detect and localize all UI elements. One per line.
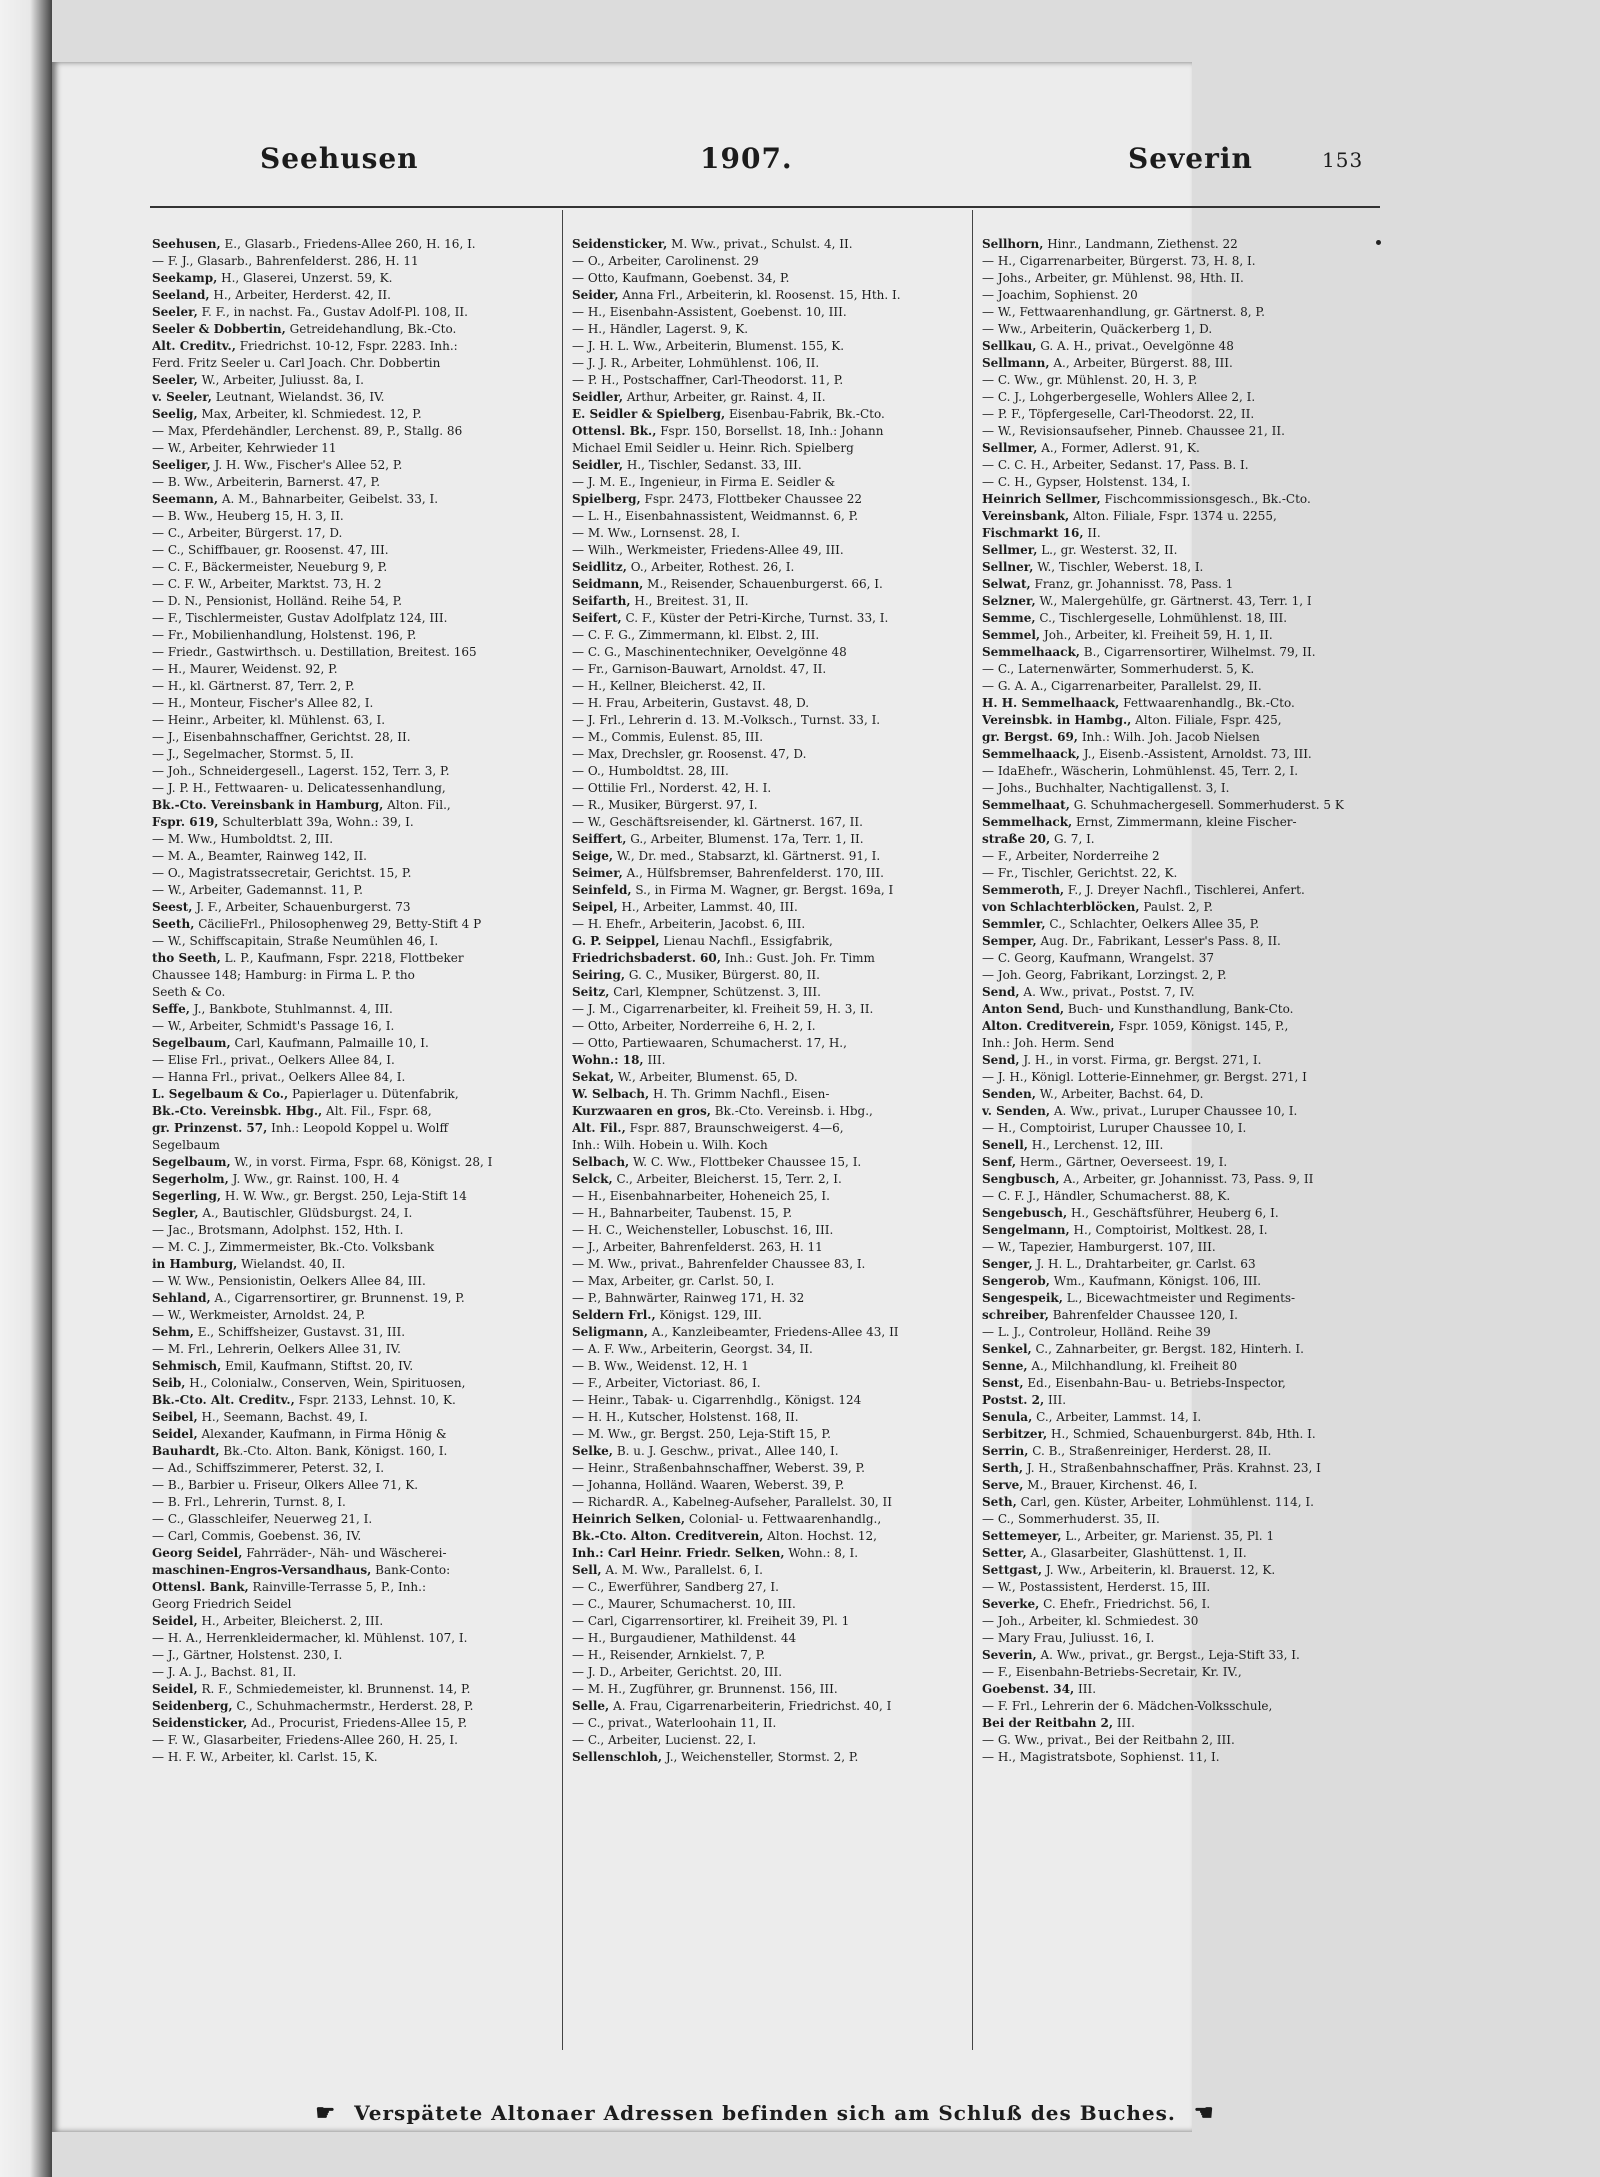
directory-entry: Seeler & Dobbertin, Getreidehandlung, Bk.-Cto. (152, 322, 457, 336)
directory-entry: — Max, Arbeiter, gr. Carlst. 50, I. (572, 1274, 775, 1288)
directory-entry: — Fr., Mobilienhandlung, Holstenst. 196, P. (152, 628, 417, 642)
directory-entry: Sell, A. M. Ww., Parallelst. 6, I. (572, 1563, 763, 1577)
directory-entry: Alton. Creditverein, Fspr. 1059, Königst. 145, P., (982, 1019, 1289, 1033)
directory-entry: gr. Prinzenst. 57, Inh.: Leopold Koppel u. Wolff (152, 1121, 448, 1135)
directory-entry: Alt. Fil., Fspr. 887, Braunschweigerst. 4—6, (572, 1121, 844, 1135)
directory-entry: — Joachim, Sophienst. 20 (982, 288, 1138, 302)
directory-entry: Senden, W., Arbeiter, Bachst. 64, D. (982, 1087, 1204, 1101)
footer-note: Verspätete Altonaer Adressen befinden sich am Schluß des Buches. (354, 2101, 1176, 2125)
directory-entry: Settgast, J. Ww., Arbeiterin, kl. Brauerst. 12, K. (982, 1563, 1276, 1577)
directory-entry: — C., privat., Waterloohain 11, II. (572, 1716, 777, 1730)
directory-entry: — W., Tapezier, Hamburgerst. 107, III. (982, 1240, 1216, 1254)
directory-entry: — B. Frl., Lehrerin, Turnst. 8, I. (152, 1495, 346, 1509)
directory-entry: Semmelhaack, B., Cigarrensortirer, Wilhelmst. 79, II. (982, 645, 1316, 659)
directory-entry: Seidensticker, Ad., Procurist, Friedens-Allee 15, P. (152, 1716, 468, 1730)
running-head-right: Severin (1128, 142, 1253, 175)
directory-entry: Wohn.: 18, III. (572, 1053, 666, 1067)
directory-entry: Bk.-Cto. Alt. Creditv., Fspr. 2133, Lehnst. 10, K. (152, 1393, 456, 1407)
directory-entry: — G. A. A., Cigarrenarbeiter, Parallelst. 29, II. (982, 679, 1262, 693)
directory-entry: — J. H., Königl. Lotterie-Einnehmer, gr. Bergst. 271, I (982, 1070, 1307, 1084)
directory-entry: — A. F. Ww., Arbeiterin, Georgst. 34, II. (572, 1342, 813, 1356)
directory-entry: — C. F. J., Händler, Schumacherst. 88, K. (982, 1189, 1231, 1203)
directory-entry: Seekamp, H., Glaserei, Unzerst. 59, K. (152, 271, 393, 285)
directory-entry: — IdaEhefr., Wäscherin, Lohmühlenst. 45, Terr. 2, I. (982, 764, 1299, 778)
directory-entry: Segler, A., Bautischler, Glüdsburgst. 24, I. (152, 1206, 413, 1220)
directory-entry: — W., Revisionsaufseher, Pinneb. Chaussee 21, II. (982, 424, 1285, 438)
directory-entry: Chaussee 148; Hamburg: in Firma L. P. tho (152, 968, 415, 982)
directory-entry: Semmel, Joh., Arbeiter, kl. Freiheit 59, H. 1, II. (982, 628, 1273, 642)
directory-entry: — M. Ww., gr. Bergst. 250, Leja-Stift 15, P. (572, 1427, 831, 1441)
directory-entry: v. Senden, A. Ww., privat., Luruper Chaussee 10, I. (982, 1104, 1298, 1118)
directory-entry: Postst. 2, III. (982, 1393, 1067, 1407)
directory-entry: Sellkau, G. A. H., privat., Oevelgönne 48 (982, 339, 1234, 353)
directory-entry: — C. Georg, Kaufmann, Wrangelst. 37 (982, 951, 1214, 965)
directory-entry: Sellmer, A., Former, Adlerst. 91, K. (982, 441, 1200, 455)
directory-entry: Severin, A. Ww., privat., gr. Bergst., Leja-Stift 33, I. (982, 1648, 1300, 1662)
directory-entry: Seipel, H., Arbeiter, Lammst. 40, III. (572, 900, 798, 914)
directory-entry: — H. C., Weichensteller, Lobuschst. 16, III. (572, 1223, 834, 1237)
directory-column-1 (152, 236, 552, 2066)
directory-entry: — Carl, Cigarrensortirer, kl. Freiheit 39, Pl. 1 (572, 1614, 850, 1628)
directory-entry: tho Seeth, L. P., Kaufmann, Fspr. 2218, Flottbeker (152, 951, 464, 965)
directory-entry: Seinfeld, S., in Firma M. Wagner, gr. Bergst. 169a, I (572, 883, 894, 897)
directory-entry: Selzner, W., Malergehülfe, gr. Gärtnerst. 43, Terr. 1, I (982, 594, 1312, 608)
directory-entry: — W., Werkmeister, Arnoldst. 24, P. (152, 1308, 366, 1322)
directory-entry: — H. Frau, Arbeiterin, Gustavst. 48, D. (572, 696, 810, 710)
directory-entry: Vereinsbank, Alton. Filiale, Fspr. 1374 u. 2255, (982, 509, 1277, 523)
directory-entry: Sengerob, Wm., Kaufmann, Königst. 106, III. (982, 1274, 1262, 1288)
directory-entry: — Johanna, Holländ. Waaren, Weberst. 39, P. (572, 1478, 845, 1492)
directory-entry: — H., Maurer, Weidenst. 92, P. (152, 662, 338, 676)
directory-entry: straße 20, G. 7, I. (982, 832, 1095, 846)
directory-entry: — J. D., Arbeiter, Gerichtst. 20, III. (572, 1665, 783, 1679)
directory-entry: — Ww., Arbeiterin, Quäckerberg 1, D. (982, 322, 1213, 336)
directory-entry: — B. Ww., Heuberg 15, H. 3, II. (152, 509, 344, 523)
directory-entry: — Ottilie Frl., Norderst. 42, H. I. (572, 781, 772, 795)
directory-entry: Semmelhaack, J., Eisenb.-Assistent, Arnoldst. 73, III. (982, 747, 1312, 761)
directory-entry: — Ad., Schiffszimmerer, Peterst. 32, I. (152, 1461, 385, 1475)
directory-entry: G. P. Seippel, Lienau Nachfl., Essigfabrik, (572, 934, 833, 948)
directory-entry: Seffe, J., Bankbote, Stuhlmannst. 4, III. (152, 1002, 393, 1016)
directory-entry: Senkel, C., Zahnarbeiter, gr. Bergst. 182, Hinterh. I. (982, 1342, 1304, 1356)
directory-entry: — J. M. E., Ingenieur, in Firma E. Seidler & (572, 475, 836, 489)
directory-entry: Seiffert, G., Arbeiter, Blumenst. 17a, Terr. 1, II. (572, 832, 864, 846)
directory-entry: Ottensl. Bk., Fspr. 150, Borsellst. 18, Inh.: Johann (572, 424, 884, 438)
adjacent-page-edge (0, 0, 52, 2177)
directory-entry: — F. W., Glasarbeiter, Friedens-Allee 260, H. 25, I. (152, 1733, 458, 1747)
directory-column-3 (982, 236, 1382, 2066)
directory-entry: Seidlitz, O., Arbeiter, Rothest. 26, I. (572, 560, 795, 574)
directory-entry: Heinrich Selken, Colonial- u. Fettwaarenhandlg., (572, 1512, 882, 1526)
directory-entry: Seib, H., Colonialw., Conserven, Wein, Spirituosen, (152, 1376, 466, 1390)
directory-entry: Selke, B. u. J. Geschw., privat., Allee 140, I. (572, 1444, 839, 1458)
directory-entry: Inh.: Wilh. Hobein u. Wilh. Koch (572, 1138, 768, 1152)
directory-entry: — Max, Drechsler, gr. Roosenst. 47, D. (572, 747, 807, 761)
directory-entry: Segelbaum, Carl, Kaufmann, Palmaille 10, I. (152, 1036, 429, 1050)
column-divider (562, 210, 563, 2050)
directory-entry: Sellmann, A., Arbeiter, Bürgerst. 88, III. (982, 356, 1233, 370)
directory-entry: — H., Eisenbahnarbeiter, Hoheneich 25, I. (572, 1189, 830, 1203)
directory-entry: Settemeyer, L., Arbeiter, gr. Marienst. 35, Pl. 1 (982, 1529, 1275, 1543)
directory-entry: Ferd. Fritz Seeler u. Carl Joach. Chr. Dobbertin (152, 356, 441, 370)
directory-entry: — Max, Pferdehändler, Lerchenst. 89, P., Stallg. 86 (152, 424, 463, 438)
directory-entry: von Schlachterblöcken, Paulst. 2, P. (982, 900, 1213, 914)
directory-entry: — C. G., Maschinentechniker, Oevelgönne 48 (572, 645, 847, 659)
running-head-left: Seehusen (260, 142, 419, 175)
directory-entry: — P., Bahnwärter, Rainweg 171, H. 32 (572, 1291, 805, 1305)
directory-entry: — Jac., Brotsmann, Adolphst. 152, Hth. I. (152, 1223, 404, 1237)
directory-entry: Semmler, C., Schlachter, Oelkers Allee 35, P. (982, 917, 1260, 931)
directory-entry: — J. J. R., Arbeiter, Lohmühlenst. 106, II. (572, 356, 820, 370)
directory-entry: Sehland, A., Cigarrensortirer, gr. Brunnenst. 19, P. (152, 1291, 465, 1305)
directory-entry: — C., Arbeiter, Bürgerst. 17, D. (152, 526, 343, 540)
directory-entry: Spielberg, Fspr. 2473, Flottbeker Chaussee 22 (572, 492, 863, 506)
directory-entry: Fischmarkt 16, II. (982, 526, 1101, 540)
directory-entry: — C., Sommerhuderst. 35, II. (982, 1512, 1160, 1526)
directory-entry: — H., kl. Gärtnerst. 87, Terr. 2, P. (152, 679, 355, 693)
directory-entry: maschinen-Engros-Versandhaus, Bank-Conto: (152, 1563, 451, 1577)
directory-entry: — F., Arbeiter, Norderreihe 2 (982, 849, 1160, 863)
directory-entry: — M. Frl., Lehrerin, Oelkers Allee 31, IV. (152, 1342, 401, 1356)
directory-entry: — H., Reisender, Arnkielst. 7, P. (572, 1648, 766, 1662)
directory-entry: Selle, A. Frau, Cigarrenarbeiterin, Friedrichst. 40, I (572, 1699, 892, 1713)
directory-entry: Ottensl. Bank, Rainville-Terrasse 5, P., Inh.: (152, 1580, 427, 1594)
directory-entry: Semmelhack, Ernst, Zimmermann, kleine Fischer- (982, 815, 1297, 829)
directory-entry: Seeliger, J. H. Ww., Fischer's Allee 52, P. (152, 458, 403, 472)
directory-entry: — C., Maurer, Schumacherst. 10, III. (572, 1597, 796, 1611)
directory-entry: Semmeroth, F., J. Dreyer Nachfl., Tischlerei, Anfert. (982, 883, 1305, 897)
directory-entry: — J. P. H., Fettwaaren- u. Delicatessenhandlung, (152, 781, 446, 795)
directory-column-2 (572, 236, 972, 2066)
directory-entry: — J. Frl., Lehrerin d. 13. M.-Volksch., Turnst. 33, I. (572, 713, 881, 727)
directory-entry: Selck, C., Arbeiter, Bleicherst. 15, Terr. 2, I. (572, 1172, 842, 1186)
directory-entry: — H., Kellner, Bleicherst. 42, II. (572, 679, 766, 693)
directory-entry: — W., Fettwaarenhandlung, gr. Gärtnerst. 8, P. (982, 305, 1265, 319)
directory-entry: — Heinr., Arbeiter, kl. Mühlenst. 63, I. (152, 713, 386, 727)
directory-entry: Send, A. Ww., privat., Postst. 7, IV. (982, 985, 1195, 999)
directory-entry: — F., Tischlermeister, Gustav Adolfplatz 124, III. (152, 611, 448, 625)
directory-entry: Severke, C. Ehefr., Friedrichst. 56, I. (982, 1597, 1211, 1611)
directory-entry: Segerholm, J. Ww., gr. Rainst. 100, H. 4 (152, 1172, 400, 1186)
directory-entry: — H., Monteur, Fischer's Allee 82, I. (152, 696, 374, 710)
directory-entry: Semmelhaat, G. Schuhmachergesell. Sommerhuderst. 5 K (982, 798, 1344, 812)
directory-entry: Sellmer, L., gr. Westerst. 32, II. (982, 543, 1178, 557)
directory-entry: Friedrichsbaderst. 60, Inh.: Gust. Joh. Fr. Timm (572, 951, 875, 965)
directory-entry: Seeland, H., Arbeiter, Herderst. 42, II. (152, 288, 391, 302)
directory-entry: — C. F. W., Arbeiter, Marktst. 73, H. 2 (152, 577, 382, 591)
directory-entry: Serbitzer, H., Schmied, Schauenburgerst. 84b, Hth. I. (982, 1427, 1316, 1441)
directory-entry: — W., Geschäftsreisender, kl. Gärtnerst. 167, II. (572, 815, 863, 829)
directory-entry: — J., Eisenbahnschaffner, Gerichtst. 28, II. (152, 730, 411, 744)
directory-entry: Senf, Herm., Gärtner, Oeverseest. 19, I. (982, 1155, 1228, 1169)
directory-entry: Seimer, A., Hülfsbremser, Bahrenfelderst. 170, III. (572, 866, 884, 880)
directory-entry: Segelbaum (152, 1138, 220, 1152)
directory-entry: Seldern Frl., Königst. 129, III. (572, 1308, 762, 1322)
directory-entry: Inh.: Carl Heinr. Friedr. Selken, Wohn.: 8, I. (572, 1546, 859, 1560)
directory-entry: Segerling, H. W. Ww., gr. Bergst. 250, Leja-Stift 14 (152, 1189, 467, 1203)
directory-entry: Fspr. 619, Schulterblatt 39a, Wohn.: 39, I. (152, 815, 414, 829)
directory-entry: Sellhorn, Hinr., Landmann, Ziethenst. 22 (982, 237, 1238, 251)
directory-entry: — M. C. J., Zimmermeister, Bk.-Cto. Volksbank (152, 1240, 435, 1254)
directory-entry: Inh.: Joh. Herm. Send (982, 1036, 1115, 1050)
page-header (0, 142, 1600, 176)
directory-entry: Semper, Aug. Dr., Fabrikant, Lesser's Pass. 8, II. (982, 934, 1281, 948)
directory-entry: Senne, A., Milchhandlung, kl. Freiheit 80 (982, 1359, 1238, 1373)
directory-entry: Anton Send, Buch- und Kunsthandlung, Bank-Cto. (982, 1002, 1294, 1016)
directory-entry: — M. H., Zugführer, gr. Brunnenst. 156, III. (572, 1682, 838, 1696)
directory-entry: — C. H., Gypser, Holstenst. 134, I. (982, 475, 1191, 489)
directory-entry: Seehusen, E., Glasarb., Friedens-Allee 260, H. 16, I. (152, 237, 476, 251)
directory-entry: Seidler, Arthur, Arbeiter, gr. Rainst. 4, II. (572, 390, 826, 404)
directory-entry: — P. F., Töpfergeselle, Carl-Theodorst. 22, II. (982, 407, 1255, 421)
header-rule (150, 206, 1380, 208)
directory-entry: — F., Arbeiter, Victoriast. 86, I. (572, 1376, 761, 1390)
directory-entry: — Otto, Arbeiter, Norderreihe 6, H. 2, I. (572, 1019, 816, 1033)
directory-entry: Segelbaum, W., in vorst. Firma, Fspr. 68, Königst. 28, I (152, 1155, 493, 1169)
directory-entry: — Wilh., Werkmeister, Friedens-Allee 49, III. (572, 543, 844, 557)
directory-entry: — H., Bahnarbeiter, Taubenst. 15, P. (572, 1206, 793, 1220)
directory-entry: Georg Friedrich Seidel (152, 1597, 292, 1611)
directory-entry: — J. H. L. Ww., Arbeiterin, Blumenst. 155, K. (572, 339, 845, 353)
directory-entry: — L. H., Eisenbahnassistent, Weidmannst. 6, P. (572, 509, 859, 523)
directory-entry: Sengebusch, H., Geschäftsführer, Heuberg 6, I. (982, 1206, 1279, 1220)
directory-entry: H. H. Semmelhaack, Fettwaarenhandlg., Bk.-Cto. (982, 696, 1295, 710)
directory-entry: — Friedr., Gastwirthsch. u. Destillation, Breitest. 165 (152, 645, 477, 659)
directory-entry: — H., Burgaudiener, Mathildenst. 44 (572, 1631, 797, 1645)
directory-entry: — F. J., Glasarb., Bahrenfelderst. 286, H. 11 (152, 254, 419, 268)
directory-entry: — Mary Frau, Juliusst. 16, I. (982, 1631, 1155, 1645)
directory-entry: Bk.-Cto. Vereinsbank in Hamburg, Alton. Fil., (152, 798, 451, 812)
directory-entry: — F., Eisenbahn-Betriebs-Secretair, Kr. IV., (982, 1665, 1242, 1679)
pointing-hand-icon: ☚ (1193, 2100, 1215, 2126)
directory-entry: W. Selbach, H. Th. Grimm Nachfl., Eisen- (572, 1087, 830, 1101)
directory-entry: Seest, J. F., Arbeiter, Schauenburgerst. 73 (152, 900, 411, 914)
directory-entry: Serve, M., Brauer, Kirchenst. 46, I. (982, 1478, 1198, 1492)
directory-entry: gr. Bergst. 69, Inh.: Wilh. Joh. Jacob Nielsen (982, 730, 1260, 744)
directory-entry: Sekat, W., Arbeiter, Blumenst. 65, D. (572, 1070, 798, 1084)
directory-entry: — C. F., Bäckermeister, Neueburg 9, P. (152, 560, 388, 574)
directory-entry: Senger, J. H. L., Drahtarbeiter, gr. Carlst. 63 (982, 1257, 1256, 1271)
directory-entry: — H., Comptoirist, Luruper Chaussee 10, I. (982, 1121, 1247, 1135)
directory-entry: Seifarth, H., Breitest. 31, II. (572, 594, 749, 608)
directory-entry: — B. Ww., Weidenst. 12, H. 1 (572, 1359, 749, 1373)
directory-entry: — M. A., Beamter, Rainweg 142, II. (152, 849, 367, 863)
directory-entry: Seidel, H., Arbeiter, Bleicherst. 2, III. (152, 1614, 384, 1628)
directory-entry: — G. Ww., privat., Bei der Reitbahn 2, III. (982, 1733, 1235, 1747)
directory-entry: — O., Arbeiter, Carolinenst. 29 (572, 254, 759, 268)
directory-entry: Seidel, Alexander, Kaufmann, in Firma Hönig & (152, 1427, 447, 1441)
directory-entry: — Heinr., Tabak- u. Cigarrenhdlg., Königst. 124 (572, 1393, 862, 1407)
directory-entry: — Johs., Buchhalter, Nachtigallenst. 3, I. (982, 781, 1230, 795)
directory-entry: Seidenberg, C., Schuhmachermstr., Herderst. 28, P. (152, 1699, 474, 1713)
directory-entry: — W., Postassistent, Herderst. 15, III. (982, 1580, 1211, 1594)
directory-entry: Alt. Creditv., Friedrichst. 10-12, Fspr. 2283. Inh.: (152, 339, 458, 353)
directory-entry: — RichardR. A., Kabelneg-Aufseher, Parallelst. 30, II (572, 1495, 892, 1509)
directory-entry: — C., Schiffbauer, gr. Roosenst. 47, III. (152, 543, 389, 557)
directory-entry: — F. Frl., Lehrerin der 6. Mädchen-Volksschule, (982, 1699, 1273, 1713)
directory-entry: Selwat, Franz, gr. Johannisst. 78, Pass. 1 (982, 577, 1234, 591)
directory-entry: — W., Arbeiter, Kehrwieder 11 (152, 441, 337, 455)
directory-entry: Seidler, H., Tischler, Sedanst. 33, III. (572, 458, 802, 472)
directory-entry: schreiber, Bahrenfelder Chaussee 120, I. (982, 1308, 1238, 1322)
directory-entry: — Fr., Garnison-Bauwart, Arnoldst. 47, II. (572, 662, 827, 676)
directory-entry: Seiring, G. C., Musiker, Bürgerst. 80, II. (572, 968, 820, 982)
directory-entry: Bk.-Cto. Alton. Creditverein, Alton. Hochst. 12, (572, 1529, 877, 1543)
directory-entry: — W. Ww., Pensionistin, Oelkers Allee 84, III. (152, 1274, 426, 1288)
directory-entry: Seligmann, A., Kanzleibeamter, Friedens-Allee 43, II (572, 1325, 899, 1339)
directory-entry: L. Segelbaum & Co., Papierlager u. Dütenfabrik, (152, 1087, 459, 1101)
directory-entry: Semme, C., Tischlergeselle, Lohmühlenst. 18, III. (982, 611, 1288, 625)
directory-entry: Seige, W., Dr. med., Stabsarzt, kl. Gärtnerst. 91, I. (572, 849, 881, 863)
directory-entry: — M. Ww., Humboldtst. 2, III. (152, 832, 334, 846)
directory-entry: Georg Seidel, Fahrräder-, Näh- und Wäscherei- (152, 1546, 447, 1560)
directory-entry: — J., Gärtner, Holstenst. 230, I. (152, 1648, 343, 1662)
directory-entry: — Fr., Tischler, Gerichtst. 22, K. (982, 866, 1178, 880)
directory-entry: Senst, Ed., Eisenbahn-Bau- u. Betriebs-Inspector, (982, 1376, 1286, 1390)
directory-entry: — Johs., Arbeiter, gr. Mühlenst. 98, Hth. II. (982, 271, 1244, 285)
directory-entry: — O., Magistratssecretair, Gerichtst. 15, P. (152, 866, 412, 880)
directory-entry: — O., Humboldtst. 28, III. (572, 764, 729, 778)
directory-entry: Seeler, W., Arbeiter, Juliusst. 8a, I. (152, 373, 364, 387)
directory-entry: Bauhardt, Bk.-Cto. Alton. Bank, Königst. 160, I. (152, 1444, 448, 1458)
directory-entry: — C. Ww., gr. Mühlenst. 20, H. 3, P. (982, 373, 1198, 387)
directory-entry: Sellenschloh, J., Weichensteller, Stormst. 2, P. (572, 1750, 859, 1764)
directory-entry: — C. J., Lohgerbergeselle, Wohlers Allee 2, I. (982, 390, 1256, 404)
directory-entry: — H., Eisenbahn-Assistent, Goebenst. 10, III. (572, 305, 847, 319)
directory-entry: Setter, A., Glasarbeiter, Glashüttenst. 1, II. (982, 1546, 1247, 1560)
directory-entry: Kurzwaaren en gros, Bk.-Cto. Vereinsb. i. Hbg., (572, 1104, 873, 1118)
directory-entry: Seidensticker, M. Ww., privat., Schulst. 4, II. (572, 237, 853, 251)
directory-entry: Seifert, C. F., Küster der Petri-Kirche, Turnst. 33, I. (572, 611, 889, 625)
directory-entry: Seeth & Co. (152, 985, 226, 999)
directory-entry: Seeler, F. F., in nachst. Fa., Gustav Adolf-Pl. 108, II. (152, 305, 468, 319)
directory-entry: — Carl, Commis, Goebenst. 36, IV. (152, 1529, 362, 1543)
directory-entry: Seider, Anna Frl., Arbeiterin, kl. Roosenst. 15, Hth. I. (572, 288, 901, 302)
directory-entry: — Otto, Partiewaaren, Schumacherst. 17, H., (572, 1036, 847, 1050)
directory-entry: Seemann, A. M., Bahnarbeiter, Geibelst. 33, I. (152, 492, 439, 506)
directory-entry: Sellner, W., Tischler, Weberst. 18, I. (982, 560, 1204, 574)
directory-entry: — D. N., Pensionist, Holländ. Reihe 54, P. (152, 594, 403, 608)
directory-entry: — Hanna Frl., privat., Oelkers Allee 84, I. (152, 1070, 406, 1084)
directory-entry: — M. Ww., privat., Bahrenfelder Chaussee 83, I. (572, 1257, 866, 1271)
directory-entry: — Joh. Georg, Fabrikant, Lorzingst. 2, P. (982, 968, 1227, 982)
directory-entry: — Joh., Schneidergesell., Lagerst. 152, Terr. 3, P. (152, 764, 450, 778)
directory-entry: Bei der Reitbahn 2, III. (982, 1716, 1135, 1730)
directory-entry: Goebenst. 34, III. (982, 1682, 1097, 1696)
directory-entry: — J., Arbeiter, Bahrenfelderst. 263, H. 11 (572, 1240, 823, 1254)
directory-entry: Senell, H., Lerchenst. 12, III. (982, 1138, 1164, 1152)
directory-entry: — H. F. W., Arbeiter, kl. Carlst. 15, K. (152, 1750, 378, 1764)
directory-entry: — W., Arbeiter, Schmidt's Passage 16, I. (152, 1019, 395, 1033)
directory-entry: Bk.-Cto. Vereinsbk. Hbg., Alt. Fil., Fspr. 68, (152, 1104, 432, 1118)
page-footer (150, 2100, 1380, 2126)
page-number: 153 (1322, 148, 1364, 172)
directory-entry: Seidmann, M., Reisender, Schauenburgerst. 66, I. (572, 577, 883, 591)
directory-entry: Seeth, CäcilieFrl., Philosophenweg 29, Betty-Stift 4 P (152, 917, 482, 931)
directory-entry: — Otto, Kaufmann, Goebenst. 34, P. (572, 271, 790, 285)
directory-entry: — H. A., Herrenkleidermacher, kl. Mühlenst. 107, I. (152, 1631, 468, 1645)
directory-entry: — H., Händler, Lagerst. 9, K. (572, 322, 749, 336)
directory-entry: — Joh., Arbeiter, kl. Schmiedest. 30 (982, 1614, 1199, 1628)
directory-entry: Seidel, R. F., Schmiedemeister, kl. Brunnenst. 14, P. (152, 1682, 471, 1696)
directory-entry: Seth, Carl, gen. Küster, Arbeiter, Lohmühlenst. 114, I. (982, 1495, 1314, 1509)
directory-entry: Heinrich Sellmer, Fischcommissionsgesch., Bk.-Cto. (982, 492, 1311, 506)
column-divider (972, 210, 973, 2050)
directory-entry: Selbach, W. C. Ww., Flottbeker Chaussee 15, I. (572, 1155, 862, 1169)
directory-entry: — C. F. G., Zimmermann, kl. Elbst. 2, III. (572, 628, 820, 642)
directory-entry: Sehmisch, Emil, Kaufmann, Stiftst. 20, IV. (152, 1359, 414, 1373)
directory-entry: — C., Laternenwärter, Sommerhuderst. 5, K. (982, 662, 1255, 676)
directory-entry: — C., Ewerführer, Sandberg 27, I. (572, 1580, 779, 1594)
directory-entry: Serth, J. H., Straßenbahnschaffner, Präs. Krahnst. 23, I (982, 1461, 1321, 1475)
directory-entry: — R., Musiker, Bürgerst. 97, I. (572, 798, 758, 812)
directory-entry: — B., Barbier u. Friseur, Olkers Allee 71, K. (152, 1478, 419, 1492)
directory-entry: — Elise Frl., privat., Oelkers Allee 84, I. (152, 1053, 395, 1067)
directory-entry: — J., Segelmacher, Stormst. 5, II. (152, 747, 354, 761)
directory-entry: Seitz, Carl, Klempner, Schützenst. 3, III. (572, 985, 821, 999)
directory-entry: Seibel, H., Seemann, Bachst. 49, I. (152, 1410, 368, 1424)
directory-entry: Seelig, Max, Arbeiter, kl. Schmiedest. 12, P. (152, 407, 422, 421)
pointing-hand-icon: ☛ (315, 2100, 337, 2126)
directory-entry: — J. A. J., Bachst. 81, II. (152, 1665, 297, 1679)
directory-entry: Sehm, E., Schiffsheizer, Gustavst. 31, III. (152, 1325, 406, 1339)
year-heading: 1907. (700, 142, 793, 175)
directory-entry: — W., Schiffscapitain, Straße Neumühlen 46, I. (152, 934, 439, 948)
directory-entry: — H., Cigarrenarbeiter, Bürgerst. 73, H. 8, I. (982, 254, 1256, 268)
directory-entry: v. Seeler, Leutnant, Wielandst. 36, IV. (152, 390, 385, 404)
directory-entry: Senula, C., Arbeiter, Lammst. 14, I. (982, 1410, 1202, 1424)
directory-entry: Vereinsbk. in Hambg., Alton. Filiale, Fspr. 425, (982, 713, 1282, 727)
directory-entry: E. Seidler & Spielberg, Eisenbau-Fabrik, Bk.-Cto. (572, 407, 885, 421)
directory-entry: — C. C. H., Arbeiter, Sedanst. 17, Pass. B. I. (982, 458, 1249, 472)
directory-entry: — H. Ehefr., Arbeiterin, Jacobst. 6, III. (572, 917, 806, 931)
directory-entry: — J. M., Cigarrenarbeiter, kl. Freiheit 59, H. 3, II. (572, 1002, 874, 1016)
directory-entry: — P. H., Postschaffner, Carl-Theodorst. 11, P. (572, 373, 844, 387)
directory-entry: — M., Commis, Eulenst. 85, III. (572, 730, 764, 744)
directory-entry: Sengbusch, A., Arbeiter, gr. Johannisst. 73, Pass. 9, II (982, 1172, 1314, 1186)
directory-entry: — B. Ww., Arbeiterin, Barnerst. 47, P. (152, 475, 381, 489)
directory-entry: — W., Arbeiter, Gademannst. 11, P. (152, 883, 363, 897)
directory-entry: Sengelmann, H., Comptoirist, Moltkest. 28, I. (982, 1223, 1268, 1237)
directory-entry: — C., Arbeiter, Lucienst. 22, I. (572, 1733, 757, 1747)
directory-entry: Serrin, C. B., Straßenreiniger, Herderst. 28, II. (982, 1444, 1272, 1458)
directory-entry: in Hamburg, Wielandst. 40, II. (152, 1257, 346, 1271)
directory-entry: — H., Magistratsbote, Sophienst. 11, I. (982, 1750, 1220, 1764)
directory-entry: Send, J. H., in vorst. Firma, gr. Bergst. 271, I. (982, 1053, 1262, 1067)
directory-entry: — L. J., Controleur, Holländ. Reihe 39 (982, 1325, 1211, 1339)
directory-entry: — M. Ww., Lornsenst. 28, I. (572, 526, 741, 540)
directory-entry: Michael Emil Seidler u. Heinr. Rich. Spielberg (572, 441, 854, 455)
directory-entry: Sengespeik, L., Bicewachtmeister und Regiments- (982, 1291, 1296, 1305)
directory-entry: — Heinr., Straßenbahnschaffner, Weberst. 39, P. (572, 1461, 865, 1475)
directory-entry: — H. H., Kutscher, Holstenst. 168, II. (572, 1410, 799, 1424)
directory-entry: — C., Glasschleifer, Neuerweg 21, I. (152, 1512, 373, 1526)
